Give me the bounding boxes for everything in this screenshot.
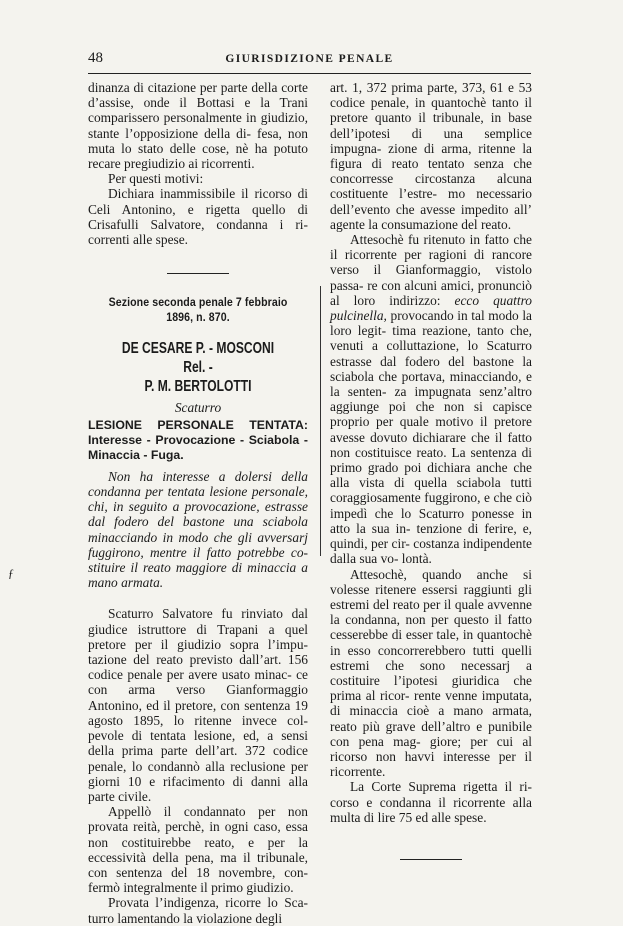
left-paragraph-3: Dichiara inammissibile il ricorso di Celi Antonino, e rigetta quello di Crisafulli Salvatore, condanna i ri- correnti alle spese. xyxy=(88,186,308,248)
quoted-insult: ecco quattro pulcinella, xyxy=(330,292,533,324)
header-rule xyxy=(88,73,531,74)
case-keywords xyxy=(88,418,308,463)
left-paragraph-5: Appellò il condannato per non provata reità, perchè, in ogni caso, essa non costituirebbe reato, e per la eccessività della pena, ma il tribunale, con sentenza del 18 novembre, con- fermò integralmente il primo giudizio. xyxy=(88,804,308,896)
right-paragraph-4: La Corte Suprema rigetta il ri- corso e condanna il ricorrente alla multa di lire 75 ed alle spese. xyxy=(330,779,532,825)
right-column xyxy=(330,80,532,860)
keywords-title: LESIONE PERSONALE TENTATA: xyxy=(88,417,308,432)
left-paragraph-2: Per questi motivi: xyxy=(108,171,204,187)
page-number: 48 xyxy=(88,50,103,66)
right-paragraph-1: art. 1, 372 prima parte, 373, 61 e 53 codice penale, in quantochè tanto il pretore quanto il tribunale, in base dell’ipotesi di una semplice impugna- zione di arma, ritenne la figura di reato tentato senza che concorresse circostanza alcuna costituente l’estre- mo necessario dell’evento che avesse impedito all’ agente la consumazione del reato. xyxy=(330,80,532,232)
running-title: GIURISDIZIONE PENALE xyxy=(225,53,394,65)
party-name: Scaturro xyxy=(174,399,222,415)
page-header xyxy=(88,50,531,70)
judges-line-1: DE CESARE P. - MOSCONI Rel. - xyxy=(121,339,275,376)
right-paragraph-2-a: Attesochè fu ritenuto in fatto che il ricorrente per ragioni di rancore verso il Gianformaggio, vistolo passa- re con alcuni amici, pronunciò al loro indirizzo: xyxy=(330,232,532,308)
left-column xyxy=(88,80,308,926)
column-divider xyxy=(320,286,321,556)
left-paragraph-6: Provata l’indigenza, ricorre lo Sca- turro lamentando la violazione degli xyxy=(88,895,308,926)
left-paragraph-4: Scaturro Salvatore fu rinviato dal giudice istruttore di Trapani a quel pretore per il giudizio sopra l’impu- tazione del reato previsto dall’art. 156 codice penale per avere usato minac- ce con arma verso Gianformaggio Antonino, ed il pretore, con sentenza 19 agosto 1895, lo ritenne invece col- pevole di tentata lesione, ed, a sensi della prima parte dell’art. 372 codice penale, lo condannò alla reclusione per giorni 10 e rifacimento di danni alla parte civile. xyxy=(88,606,308,804)
court-section-line: Sezione seconda penale 7 febbraio 1896, n. 870. xyxy=(108,297,288,325)
margin-mark: ƒ xyxy=(8,566,14,580)
right-paragraph-3: Attesochè, quando anche si volesse ritenere essersi raggiunti gli estremi del reato per il quale avvenne la condanna, non per questo il fatto cesserebbe di esser tale, in quantochè in esso concorrerebbero tutti quelli estremi che sono necessarj a costituire l’ipotesi giuridica che prima al ricor- rente venne imputata, di minaccia cioè a mano armata, reato più grave dell’altro e punibile con pena mag- giore; per cui al ricorso non havvi interesse per il ricorrente. xyxy=(330,566,532,780)
keywords-rest: Interesse - Provocazione - Sciabola - Minaccia - Fuga. xyxy=(88,432,308,462)
legal-maxim: Non ha interesse a dolersi della condanna per tentata lesione personale, chi, in seguito a provocazione, estrasse dal fodero del bastone una sciabola minacciando in modo che gli avversarj fuggirono, mentre il fatto potrebbe co- stituire il reato maggiore di minaccia a mano armata. xyxy=(88,468,308,591)
left-paragraph-1: dinanza di citazione per parte della corte d’assise, onde il Bottasi e la Trani comparissero personalmente in giudizio, stante l’opposizione della di- fesa, non muta lo stato delle cose, nè ha potuto recare pregiudizio ai ricorrenti. xyxy=(88,80,308,172)
judges-line-2: P. M. BERTOLOTTI xyxy=(144,377,252,395)
end-separator xyxy=(400,859,462,860)
right-paragraph-2 xyxy=(330,232,532,566)
right-paragraph-2-b: provocando in tal modo la loro legit- tima reazione, tanto che, venuti a colluttazione, lo Scaturro estrasse dal fodero del bastone la sciabola che portava, minacciando, e la senten- za impugnata senz’altro aggiunge poi che non si capisce proprio per quale motivo il pretore avesse dovuto dichiarare che il fatto non costituisce reato. La sentenza di primo grado poi dichiara anche che alla vista di quella sciabola tutti coraggiosamente fuggirono, e che ciò impedì che lo Scaturro ponesse in atto la sua in- tenzione di ferire, e, quindi, per cir- costanza indipendente dalla sua vo- lontà. xyxy=(330,308,532,567)
